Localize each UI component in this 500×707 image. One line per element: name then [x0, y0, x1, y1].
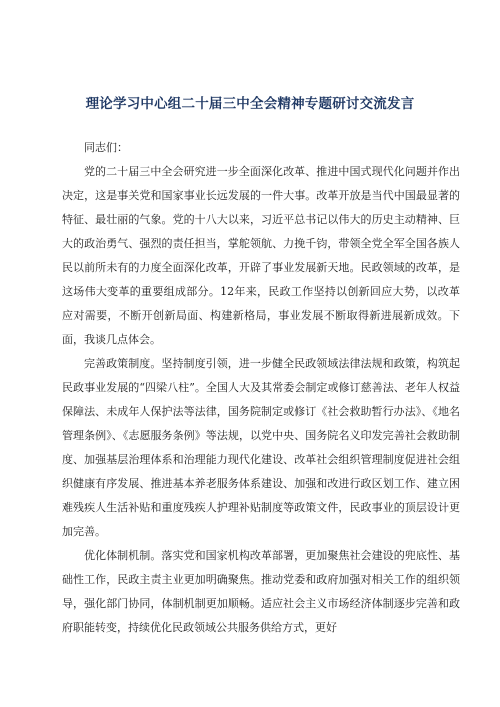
greeting-line: 同志们：	[84, 141, 128, 154]
paragraph-intro: 党的二十届三中全会研究进一步全面深化改革、推进中国式现代化问题并作出决定，这是事关党和国家事业长远发展的一件大事。改革开放是当代中国最显著的特征、最壮丽的气象。党的十八大以来，习近平总书记以伟大的历史主动精神、巨大的政治勇气、强烈的责任担当，掌舵领航、力挽千钧，带领全党全军全国各族人民以前所未有的力度全面深化改革，开辟了事业发展新天地。民政领域的改革，是这场伟大变革的重要组成部分。12年来，民政工作坚持以创新回应大势，以改革应对需要，不断开创新局面、构建新格局，事业发展不断取得新进展新成效。下面，我谈几点体会。	[62, 165, 460, 346]
document-title: 理论学习中心组二十届三中全会精神专题研讨交流发言	[85, 96, 415, 112]
document-body	[62, 136, 460, 640]
paragraph-mechanism: 优化体制机制。落实党和国家机构改革部署，更加聚焦社会建设的兜底性、基础性工作，民政主责主业更加明确聚焦。推动党委和政府加强对相关工作的组织领导，强化部门协同，体制机制更加顺畅。适应社会主义市场经济体制逐步完善和政府职能转变，持续优化民政领域公共服务供给方式，更好	[62, 549, 460, 634]
paragraph-policy: 完善政策制度。坚持制度引领，进一步健全民政领域法律法规和政策，构筑起民政事业发展的“四梁八柱”。全国人大及其常委会制定或修订慈善法、老年人权益保障法、未成年人保护法等法律，国务院制定或修订《社会救助暂行办法》、《地名管理条例》、《志愿服务条例》等法规，以党中央、国务院名义印发完善社会救助制度、加强基层治理体系和治理能力现代化建设、改革社会组织管理制度促进社会组织健康有序发展、推进基本养老服务体系建设、加强和改进行政区划工作、建立困难残疾人生活补贴和重度残疾人护理补贴制度等政策文件，民政事业的顶层设计更加完善。	[62, 357, 460, 538]
